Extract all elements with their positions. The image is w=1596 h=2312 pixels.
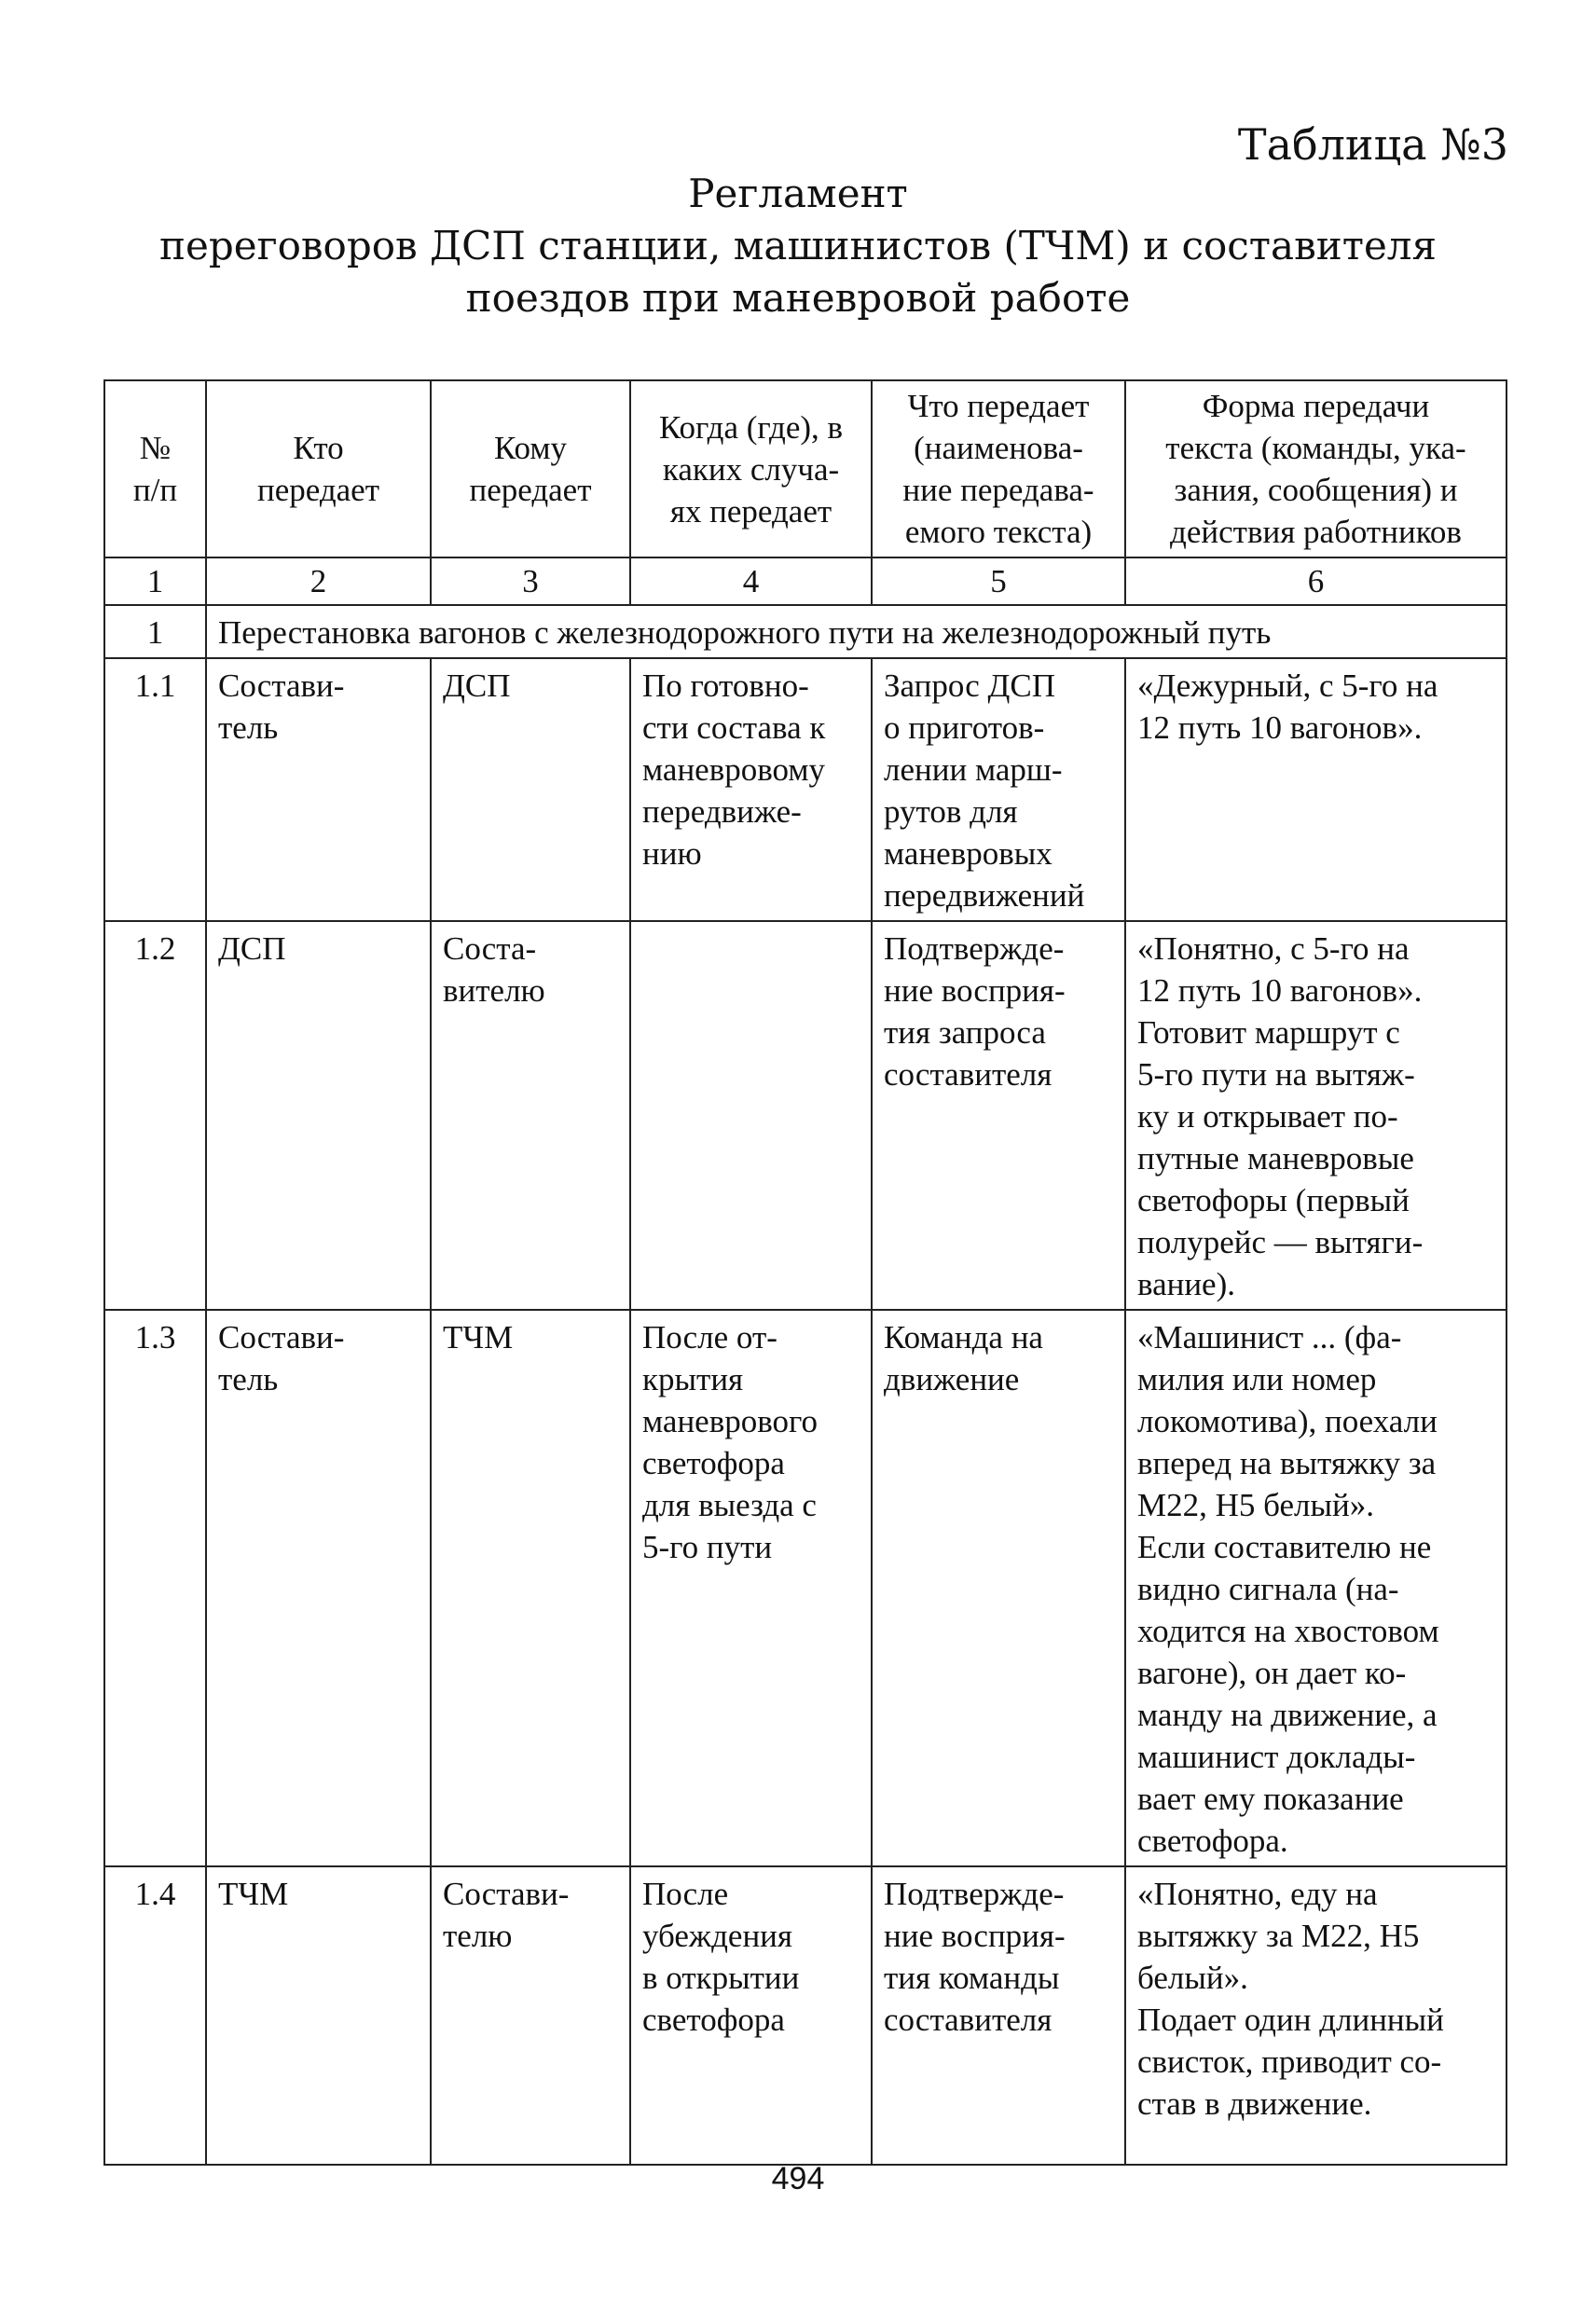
- row-what: Подтвержде- ние восприя- тия команды составителя: [872, 1866, 1125, 2165]
- page-number: 494: [771, 2161, 825, 2196]
- column-number: 3: [431, 557, 630, 605]
- header-who: Кто передает: [206, 380, 431, 557]
- row-what: Подтвержде- ние восприя- тия запроса составителя: [872, 921, 1125, 1310]
- row-number: 1.2: [104, 921, 206, 1310]
- row-to-whom: ТЧМ: [431, 1310, 630, 1866]
- row-what: Запрос ДСП о приготов- лении марш- рутов для маневровых передвижений: [872, 658, 1125, 921]
- table-row: [104, 1866, 1507, 2165]
- table-row: [104, 1310, 1507, 1866]
- header-number: № п/п: [104, 380, 206, 557]
- column-number: 2: [206, 557, 431, 605]
- column-number: 4: [630, 557, 872, 605]
- row-form: «Понятно, с 5-го на 12 путь 10 вагонов». Готовит маршрут с 5-го пути на вытяж- ку и открывает по- путные маневровые светофоры (первый полурейс — вытяги- вание).: [1125, 921, 1507, 1310]
- header-to-whom: Кому передает: [431, 380, 630, 557]
- row-when: По готовно- сти состава к маневровому передвиже- нию: [630, 658, 872, 921]
- document-title: [0, 168, 1596, 324]
- header-what: Что передает (наименова- ние передава- емого текста): [872, 380, 1125, 557]
- table-row: [104, 921, 1507, 1310]
- title-line: переговоров ДСП станции, машинистов (ТЧМ) и составителя: [159, 223, 1437, 268]
- row-number: 1.3: [104, 1310, 206, 1866]
- column-number: 6: [1125, 557, 1507, 605]
- table-row: [104, 658, 1507, 921]
- row-who: Состави- тель: [206, 658, 431, 921]
- row-to-whom: Соста- вителю: [431, 921, 630, 1310]
- row-when: После от- крытия маневрового светофора для выезда с 5-го пути: [630, 1310, 872, 1866]
- row-form: «Дежурный, с 5-го на 12 путь 10 вагонов».: [1125, 658, 1507, 921]
- header-row: [104, 380, 1507, 557]
- title-line: Регламент: [688, 171, 908, 216]
- column-number-row: [104, 557, 1507, 605]
- row-form: «Понятно, еду на вытяжку за М22, Н5 белый». Подает один длинный свисток, приводит со- став в движение.: [1125, 1866, 1507, 2165]
- row-form: «Машинист ... (фа- милия или номер локомотива), поехали вперед на вытяжку за М22, Н5 белый». Если составителю не видно сигнала (на- ходится на хвостовом вагоне), он дает ко- манду на движение, а машинист доклады- вает ему показание светофора.: [1125, 1310, 1507, 1866]
- row-what: Команда на движение: [872, 1310, 1125, 1866]
- row-to-whom: Состави- телю: [431, 1866, 630, 2165]
- title-line: поездов при маневровой работе: [465, 275, 1131, 321]
- header-form: Форма передачи текста (команды, ука- зания, сообщения) и действия работников: [1125, 380, 1507, 557]
- row-who: Состави- тель: [206, 1310, 431, 1866]
- row-when: После убеждения в открытии светофора: [630, 1866, 872, 2165]
- section-title: Перестановка вагонов с железнодорожного пути на железнодорожный путь: [206, 605, 1507, 658]
- row-who: ТЧМ: [206, 1866, 431, 2165]
- row-who: ДСП: [206, 921, 431, 1310]
- row-to-whom: ДСП: [431, 658, 630, 921]
- column-number: 1: [104, 557, 206, 605]
- section-number: 1: [104, 605, 206, 658]
- column-number: 5: [872, 557, 1125, 605]
- regulation-table: [103, 379, 1507, 2166]
- row-number: 1.1: [104, 658, 206, 921]
- row-number: 1.4: [104, 1866, 206, 2165]
- header-when: Когда (где), в каких случа- ях передает: [630, 380, 872, 557]
- section-row: [104, 605, 1507, 658]
- table-number: Таблица №3: [1237, 119, 1508, 170]
- row-when: [630, 921, 872, 1310]
